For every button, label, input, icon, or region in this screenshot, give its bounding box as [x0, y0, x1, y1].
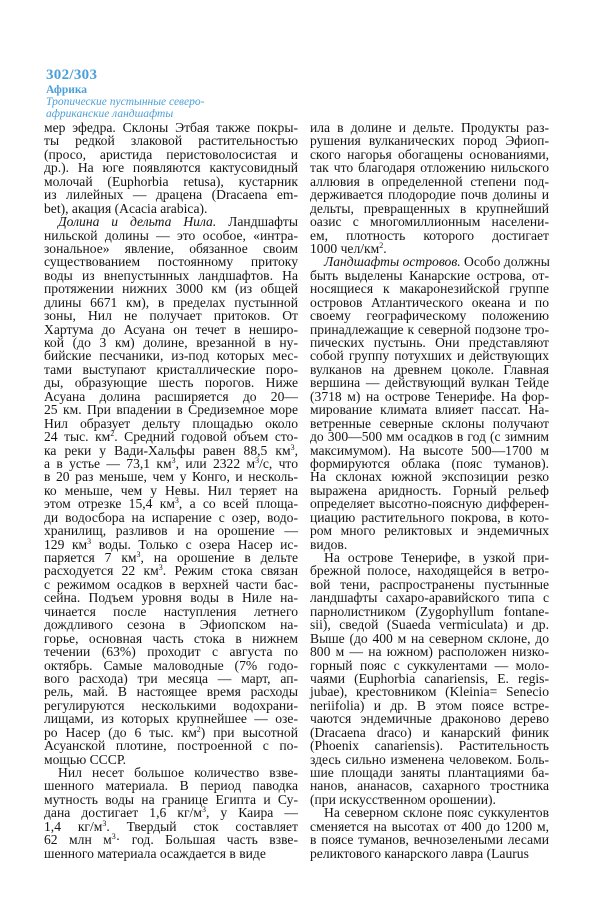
superscript: 3	[102, 818, 107, 828]
text-line: паряется 7 $км^3$, на орошение в дельте	[44, 550, 298, 565]
text-line: циацию растительного покрова, в кото-	[310, 509, 549, 525]
text-line: оазис с многомиллионным населени-	[310, 214, 549, 230]
run-in-heading: Долина и дельта Нила.	[58, 214, 217, 230]
text-line: 1,4 $кг/м^3$. Твердый сток составляет	[44, 818, 299, 834]
text-line: вого расхода) три месяца — март, ап-	[44, 670, 298, 686]
text-line: пических пустынь. Они представляют	[310, 335, 549, 350]
text-line: вой тени, распространены пустынные	[310, 576, 549, 592]
text-line: кой (до 3 км) долине, врезанной в ну-	[44, 335, 298, 350]
running-header	[46, 68, 204, 120]
text-line: своему географическому положению	[310, 308, 549, 324]
text-line: Выше (до 400 м на северном склоне, до	[310, 630, 549, 646]
text-line: ила в долине и дельте. Продукты раз-	[310, 120, 549, 135]
text-line: зоны, Нил не получает притоков. От	[44, 308, 298, 324]
text-line: чаями (Euphorbia canariensis, E. regis-	[310, 670, 549, 686]
text-line: лищами, из которых крупнейшее — озе-	[44, 711, 298, 727]
text-line: горье, основная часть стока в нижнем	[44, 630, 298, 646]
paragraph	[310, 551, 549, 806]
text-line: рель, май. В настоящее время расходы	[44, 684, 298, 700]
text-line: вершина — действующий вулкан Тейде	[310, 375, 549, 391]
paragraph	[310, 121, 549, 255]
section-title: Африка	[46, 84, 88, 96]
text-line: 25 км. При впадении в Средиземное море	[44, 402, 298, 418]
text-column-right	[310, 121, 549, 860]
superscript: 3	[87, 536, 92, 546]
text-line: 1000 чел/$км^2$.	[310, 240, 387, 256]
text-line: сейна. Подъем уровня воды в Ниле на-	[44, 590, 298, 606]
text-line: этом отрезке 15,4 $км^3$, а со всей площа-	[44, 496, 298, 512]
superscript: 2	[379, 240, 384, 250]
text-line: 129 $км^3$ воды. Только с озера Насер ис-	[44, 536, 298, 552]
text-line: молочай (Euphorbia retusa), кустарник	[44, 173, 298, 189]
text-line: др.). На юге появляются кактусовидный	[44, 160, 298, 176]
text-line: собой группу потухших и действующих	[310, 348, 549, 364]
text-line: регулируются несколькими водохрани-	[44, 697, 298, 713]
text-line: тами выступают кристаллические поро-	[44, 361, 298, 377]
page-numbers: 302/303	[46, 67, 98, 83]
paragraph	[44, 766, 298, 860]
superscript: 3	[111, 832, 116, 842]
text-line: принадлежащие к северной подзоне тро-	[310, 321, 549, 337]
text-line: Хартума до Асуана он течет в неширо-	[44, 321, 298, 337]
text-line: существованием постоянному притоку	[44, 254, 298, 270]
text-line: На склонах южной экспозиции резко	[310, 469, 549, 485]
text-line: в 20 раз меньше, чем у Конго, и несколь-	[44, 469, 298, 485]
text-line: чинается после наступления летнего	[44, 603, 298, 619]
text-line: мощью СССР.	[44, 751, 127, 767]
superscript: 3	[171, 455, 176, 465]
text-line: ко меньше, чем у Невы. Нил теряет на	[44, 482, 298, 498]
text-line: шенного материала. В период паводка	[44, 778, 298, 794]
text-line: 24 тыс. $км^2$. Средний годовой объем сто-	[44, 429, 298, 445]
text-line: На острове Тенерифе, в узкой при-	[324, 550, 549, 565]
text-line: бийские песчаники, из-под которых мес-	[44, 348, 298, 364]
text-line: октябрь. Самые маловодные (7% годо-	[44, 657, 298, 673]
superscript: 3	[136, 550, 141, 559]
text-line: 62 млн $м^3\cdot$ год. Большая часть взве-	[44, 832, 298, 848]
chapter-subtitle	[46, 96, 204, 120]
text-line: (Phoenix canariensis). Растительность	[310, 738, 549, 754]
superscript: 2	[196, 724, 201, 734]
text-line: максимумом). На высоте 500—1700 м	[310, 442, 549, 458]
superscript: 3	[174, 496, 179, 506]
text-line: выражена аридность. Горный рельеф	[310, 482, 549, 498]
text-line: нильской долины — это особое, «интра-	[44, 227, 298, 243]
text-line: neriifolia) и др. В этом поясе встре-	[310, 697, 549, 713]
text-line: горный пояс с суккулентами — моло-	[310, 657, 549, 673]
text-line: воды из внепустынных ландшафтов. На	[44, 267, 298, 283]
text-line: сменяется на высотах от 400 до 1200 м,	[310, 818, 549, 834]
superscript: 3	[201, 805, 206, 815]
chapter-subtitle-line: африканские ландшафты	[46, 108, 174, 120]
text-line: Ландшафты островов. Особо должны	[324, 254, 550, 270]
text-line: так что благодаря отложению нильского	[310, 160, 549, 176]
text-line: держивается плодородие почв долины и	[310, 187, 549, 203]
text-line: нанов, ананасов, сахарного тростника	[310, 778, 549, 794]
text-line: хранилищ, разливов и на орошение —	[44, 523, 298, 539]
text-line: с режимом осадков в верхней части бас-	[44, 576, 298, 592]
text-line: длины 6671 км), в пределах пустынной	[44, 294, 298, 310]
superscript: 2	[110, 429, 115, 439]
superscript: 3	[290, 442, 295, 452]
text-line: чаются эндемичные драконово дерево	[310, 711, 549, 727]
text-line: шенного материала осаждается в виде	[44, 845, 266, 861]
paragraph	[310, 255, 549, 551]
text-line: ветренные северные склоны получают	[310, 415, 549, 431]
text-line: дана достигает 1,6 $кг/м^3$, у Каира —	[44, 805, 298, 821]
text-column-left	[44, 121, 298, 860]
text-line: носящиеся к макаронезийской группе	[310, 281, 549, 297]
text-line: парнолистником (Zygophyllum fontane-	[310, 603, 549, 619]
text-line: расходуется 22 $км^3$. Режим стока связан	[44, 563, 298, 579]
text-line: здесь сильно изменена человеком. Боль-	[310, 751, 549, 767]
text-line: до 300—500 мм осадков в год (с зимним	[310, 429, 549, 445]
text-line: течении (63%) проходит с августа по	[44, 644, 298, 660]
text-line: 800 м — на южном) расположен низко-	[310, 644, 549, 660]
text-line: sii), сведой (Suaeda vermiculata) и др.	[310, 617, 549, 633]
text-line: шие площади заняты плантациями ба-	[310, 765, 549, 780]
text-line: из лилейных — драцена (Dracaena em-	[44, 187, 298, 203]
text-line: ром много реликтовых и эндемичных	[310, 523, 549, 539]
text-line: дождливого сезона в Эфиопском на-	[44, 617, 298, 633]
text-line: ды, образующие шесть порогов. Ниже	[44, 375, 298, 391]
text-line: Асуана долина расширяется до 20—	[44, 388, 298, 404]
text-line: аллювия в определенной степени под-	[310, 173, 549, 189]
text-line: ро Насер (до 6 тыс. $км^2$) при высотной	[44, 724, 298, 740]
text-line: ди водосбора на испарение с озер, водо-	[44, 509, 298, 525]
text-line: (Dracaena draco) и канарский финик	[310, 724, 549, 740]
text-line: брежной полосе, находящейся в ветро-	[310, 563, 549, 579]
text-line: мер эфедра. Склоны Этбая также покры-	[44, 120, 298, 135]
text-line: ка реки у Вади-Хальфы равен 88,5 $км^3$,	[44, 442, 298, 458]
text-line: jubae), крестовником (Kleinia= Senecio	[310, 684, 549, 700]
text-line: Нил образует дельту площадью около	[44, 415, 298, 431]
paragraph	[44, 121, 298, 215]
text-line: вулканов на древнем цоколе. Главная	[310, 361, 549, 377]
run-in-heading: Ландшафты островов.	[324, 254, 461, 270]
text-line: (при искусственном орошении).	[310, 791, 496, 807]
text-line: видов.	[310, 536, 348, 552]
text-line: Нил несет большое количество взве-	[58, 765, 298, 780]
text-line: определяет высотно-поясную дифферен-	[310, 496, 549, 512]
text-line: в поясе туманов, вечнозелеными лесами	[310, 832, 549, 848]
text-line: ского нагорья обогащены основаниями,	[310, 146, 549, 162]
text-line: реликтового канарского лавра (Laurus	[310, 845, 529, 861]
text-line: (просо, аристида перистоволосистая и	[44, 146, 298, 162]
text-line: зональное» явление, обязанное своим	[44, 240, 298, 256]
text-line: ландшафты сахаро-аравийского типа с	[310, 590, 549, 606]
text-line: На северном склоне пояс суккулентов	[324, 805, 549, 821]
text-line: ты редкой злаковой растительностью	[44, 133, 298, 149]
text-line: а в устье — 73,1 $км^3$, или 2322 $м^3/с$, что	[44, 455, 298, 471]
text-line: Долина и дельта Нила. Ландшафты	[58, 214, 299, 230]
paragraph	[44, 215, 298, 766]
text-line: ем, плотность которого достигает	[310, 227, 549, 243]
text-line: формируются облака (пояс туманов).	[310, 455, 549, 471]
text-line: мирование климата влияет пассат. На-	[310, 402, 549, 418]
text-line: bet), акация (Acacia arabica).	[44, 200, 208, 216]
superscript: 3	[255, 455, 260, 465]
text-line: дельты, превращенных в крупнейший	[310, 200, 549, 216]
text-line: (3718 м) на острове Тенерифе. На фор-	[310, 388, 549, 404]
superscript: 3	[158, 563, 163, 573]
text-line: рушения вулканических пород Эфиоп-	[310, 133, 549, 149]
text-line: островов Атлантического океана и по	[310, 294, 549, 310]
chapter-subtitle-line: Тропические пустынные северо-	[46, 96, 205, 108]
text-line: мутность воды на границе Египта и Су-	[44, 791, 298, 807]
text-line: быть выделены Канарские острова, от-	[310, 267, 549, 283]
text-line: Асуанской плотине, построенной с по-	[44, 738, 298, 754]
text-line: протяжении нижних 3000 км (из общей	[44, 281, 298, 297]
paragraph	[310, 806, 549, 860]
